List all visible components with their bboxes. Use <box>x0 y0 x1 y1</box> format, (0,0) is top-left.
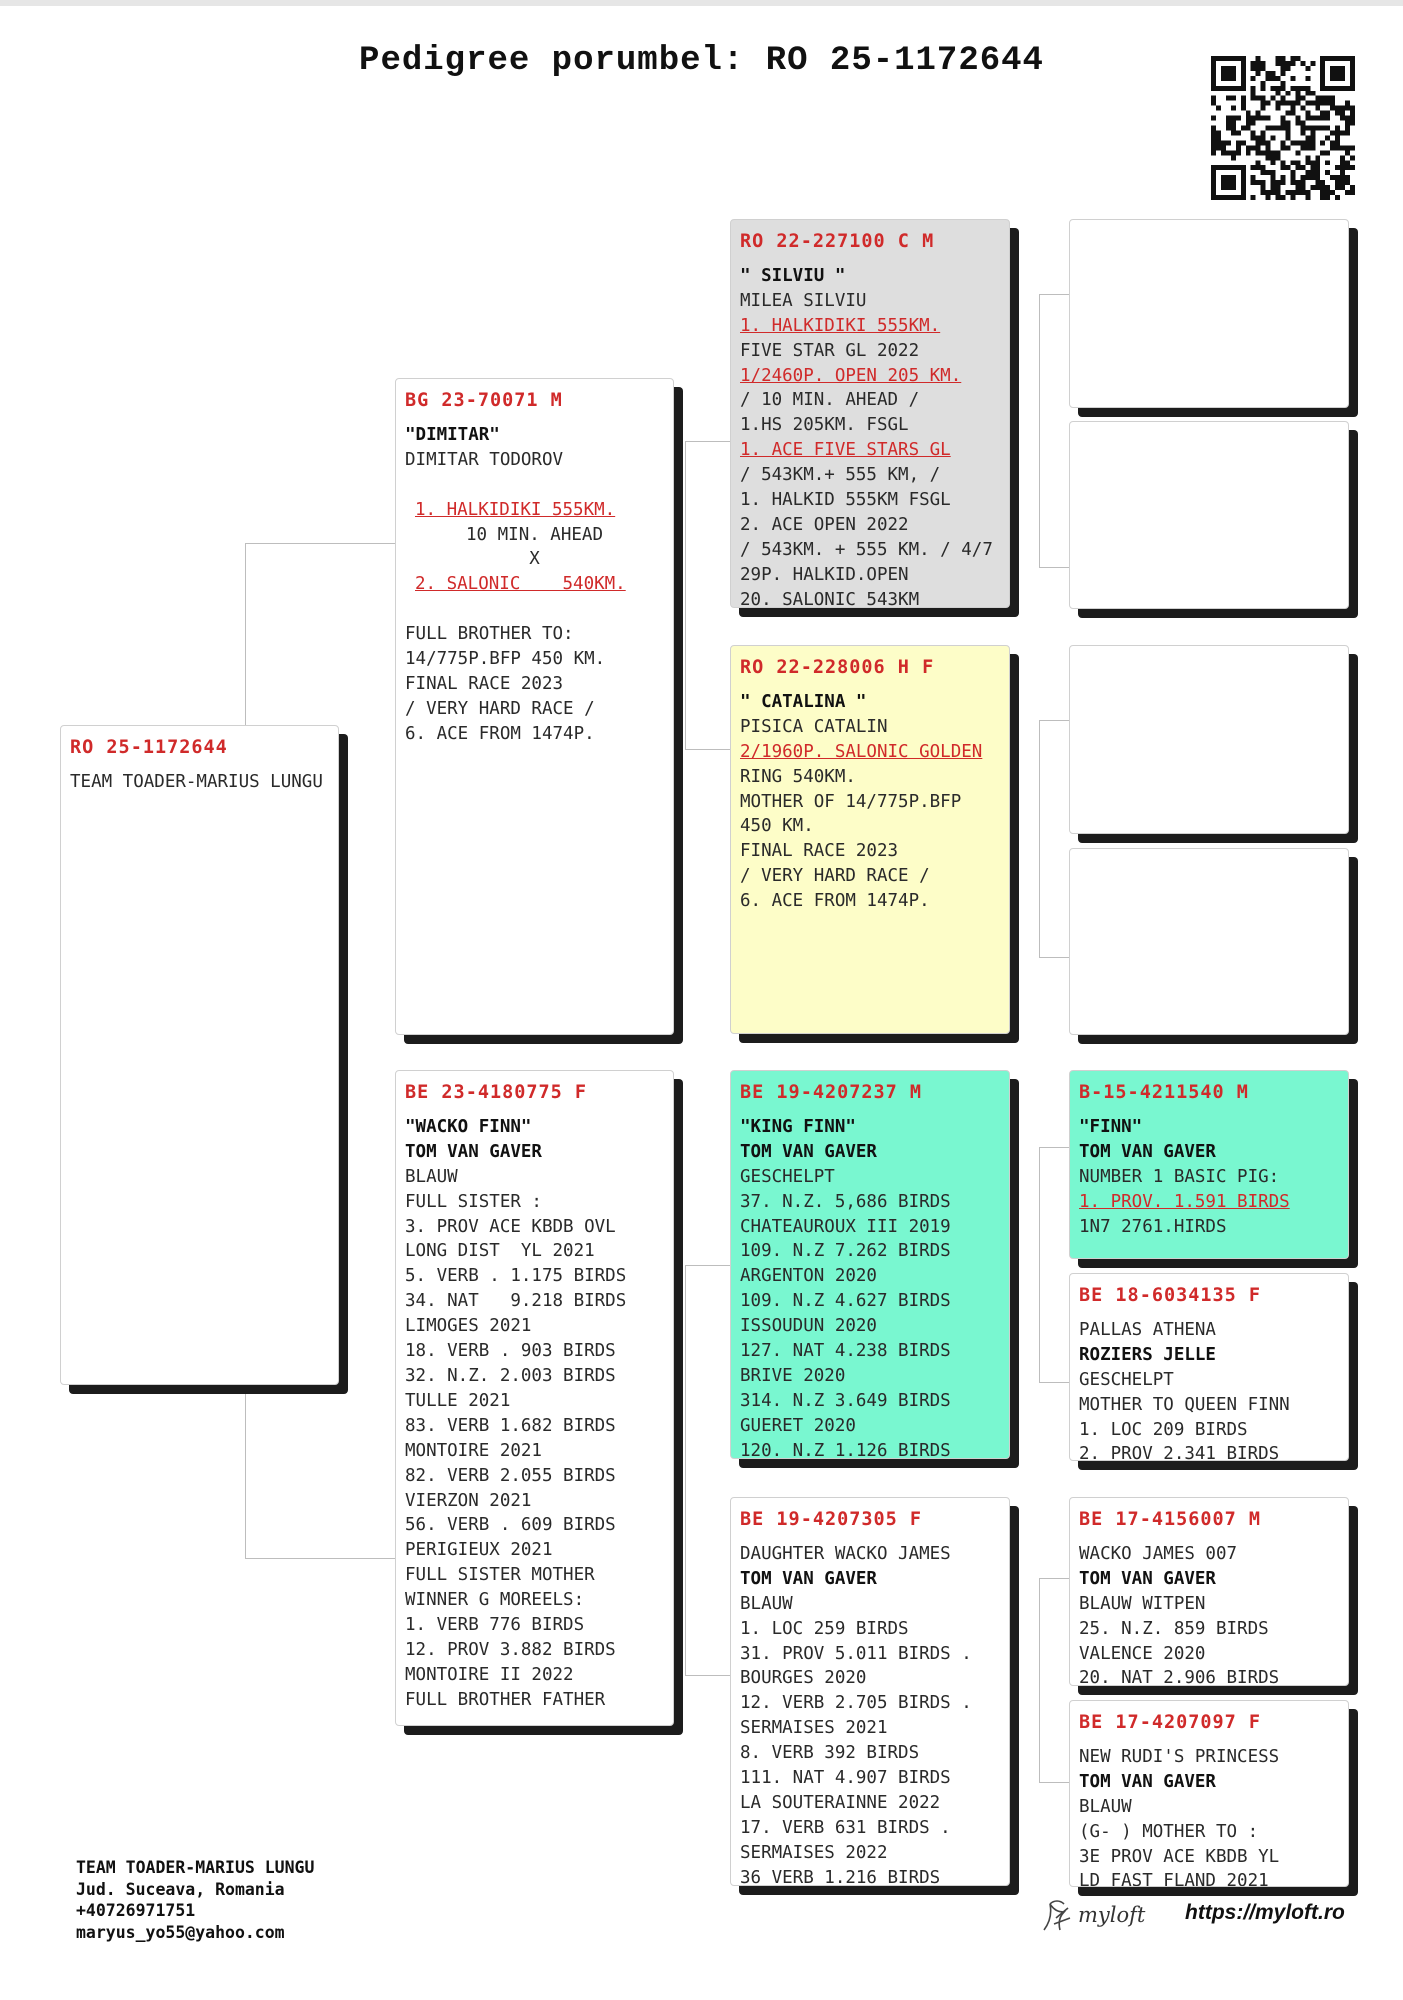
pedigree-line: TOM VAN GAVER <box>405 1141 542 1162</box>
pedigree-line: 6. ACE FROM 1474P. <box>405 723 595 744</box>
pedigree-line: 2/1960P. SALONIC GOLDEN <box>740 741 983 762</box>
pedigree-line: / 10 MIN. AHEAD / <box>740 390 920 411</box>
pedigree-line: DIMITAR TODOROV <box>405 449 564 470</box>
connector-dss <box>1039 1147 1070 1383</box>
pedigree-line: 1.HS 205KM. FSGL <box>740 415 909 436</box>
pedigree-line: GESCHELPT <box>740 1166 835 1187</box>
connector-sss <box>1039 294 1070 568</box>
pedigree-line: X <box>529 549 540 570</box>
pedigree-line: 109. N.Z 4.627 BIRDS <box>740 1291 951 1312</box>
breeder-name: TEAM TOADER-MARIUS LUNGU <box>76 1858 315 1877</box>
pedigree-line: / VERY HARD RACE / <box>405 698 595 719</box>
pigeon-card[interactable] <box>60 725 339 1385</box>
breeder-location: Jud. Suceava, Romania <box>76 1879 285 1899</box>
pedigree-line: 10 MIN. AHEAD <box>466 524 603 545</box>
myloft-logo[interactable] <box>1040 1896 1145 1934</box>
pedigree-line: FINAL RACE 2023 <box>740 841 899 862</box>
ring-number: BE 17-4156007 M <box>1079 1509 1262 1530</box>
connector-sire <box>245 543 396 726</box>
breeder-phone: +40726971751 <box>76 1901 196 1920</box>
connector-sds <box>1039 720 1070 958</box>
sire-sire-card[interactable] <box>730 219 1010 608</box>
pedigree-line: 2. SALONIC 540KM. <box>415 574 626 595</box>
pedigree-line: TOM VAN GAVER <box>1079 1771 1216 1792</box>
pedigree-line: PALLAS ATHENA <box>1079 1319 1216 1340</box>
pedigree-line: 111. NAT 4.907 BIRDS <box>740 1768 951 1789</box>
pedigree-line: BRIVE 2020 <box>740 1365 846 1386</box>
pedigree-line: 1. ACE FIVE STARS GL <box>740 440 951 461</box>
pedigree-line: 5. VERB . 1.175 BIRDS <box>405 1266 627 1287</box>
pedigree-line: WACKO JAMES 007 <box>1079 1543 1238 1564</box>
pedigree-line: 1. LOC 209 BIRDS <box>1079 1419 1248 1440</box>
pedigree-line: ISSOUDUN 2020 <box>740 1316 877 1337</box>
connector-dam <box>245 1388 396 1559</box>
pedigree-line: 1. VERB 776 BIRDS <box>405 1615 585 1636</box>
sire-dam-card[interactable] <box>730 645 1010 1034</box>
pedigree-line: SERMAISES 2021 <box>740 1718 888 1739</box>
dam-dam-sire-card[interactable] <box>1069 1497 1349 1686</box>
pedigree-line: TULLE 2021 <box>405 1390 511 1411</box>
pedigree-line: FINAL RACE 2023 <box>405 673 564 694</box>
ring-number: B-15-4211540 M <box>1079 1082 1249 1103</box>
pedigree-line: MONTOIRE 2021 <box>405 1440 542 1461</box>
pedigree-line: / 543KM.+ 555 KM, / <box>740 465 941 486</box>
connector-dds <box>1039 1578 1070 1783</box>
pedigree-line: 120. N.Z 1.126 BIRDS <box>740 1440 951 1459</box>
pedigree-line: GUERET 2020 <box>740 1415 856 1436</box>
pedigree-line: 314. N.Z 3.649 BIRDS <box>740 1390 951 1411</box>
pedigree-line: "DIMITAR" <box>405 424 500 445</box>
pedigree-line: 20. NAT 2.906 BIRDS <box>1079 1668 1280 1686</box>
sire-sire-sire-card[interactable] <box>1069 219 1349 408</box>
pedigree-line: BOURGES 2020 <box>740 1668 867 1689</box>
pedigree-line: BLAUW <box>405 1166 458 1187</box>
pedigree-line: 83. VERB 1.682 BIRDS <box>405 1415 616 1436</box>
pedigree-line: VALENCE 2020 <box>1079 1643 1206 1664</box>
pedigree-line: WINNER G MOREELS: <box>405 1590 585 1611</box>
qr-code <box>1211 56 1355 200</box>
sire-dam-dam-card[interactable] <box>1069 848 1349 1035</box>
pedigree-line: 25. N.Z. 859 BIRDS <box>1079 1618 1269 1639</box>
pedigree-line: TOM VAN GAVER <box>740 1568 877 1589</box>
website-link[interactable]: https://myloft.ro <box>1185 1901 1345 1924</box>
pedigree-line: FULL BROTHER FATHER <box>405 1689 606 1710</box>
pedigree-line: FIVE STAR GL 2022 <box>740 340 920 361</box>
ring-number: BE 19-4207237 M <box>740 1082 923 1103</box>
pedigree-line: "FINN" <box>1079 1116 1143 1137</box>
pedigree-line: BLAUW WITPEN <box>1079 1593 1206 1614</box>
connector-sd <box>685 631 731 750</box>
pedigree-line: LONG DIST YL 2021 <box>405 1241 595 1262</box>
pedigree-line: PERIGIEUX 2021 <box>405 1540 553 1561</box>
sire-sire-dam-card[interactable] <box>1069 421 1349 609</box>
pedigree-line: 17. VERB 631 BIRDS . <box>740 1817 951 1838</box>
pedigree-line: 12. PROV 3.882 BIRDS <box>405 1639 616 1660</box>
pedigree-line: 1/2460P. OPEN 205 KM. <box>740 365 962 386</box>
pedigree-line: / 543KM. + 555 KM. / 4/7 <box>740 539 993 560</box>
ring-number: RO 25-1172644 <box>70 737 228 758</box>
pedigree-line: SERMAISES 2022 <box>740 1842 888 1863</box>
pedigree-line: MONTOIRE II 2022 <box>405 1664 574 1685</box>
pedigree-line: 127. NAT 4.238 BIRDS <box>740 1341 951 1362</box>
pedigree-line: NUMBER 1 BASIC PIG: <box>1079 1166 1280 1187</box>
ring-number: RO 22-227100 C M <box>740 231 935 252</box>
pedigree-line: 32. N.Z. 2.003 BIRDS <box>405 1365 616 1386</box>
ring-number: BG 23-70071 M <box>405 390 563 411</box>
ring-number: BE 19-4207305 F <box>740 1509 923 1530</box>
breeder-email[interactable]: maryus_yo55@yahoo.com <box>76 1922 285 1942</box>
pedigree-line: (G- ) MOTHER TO : <box>1079 1821 1259 1842</box>
pedigree-line: TOM VAN GAVER <box>1079 1568 1216 1589</box>
pedigree-line: "WACKO FINN" <box>405 1116 532 1137</box>
connector-dd <box>685 1472 731 1676</box>
pedigree-line: 3E PROV ACE KBDB YL <box>1079 1846 1280 1867</box>
pedigree-line: 37. N.Z. 5,686 BIRDS <box>740 1191 951 1212</box>
pedigree-line: BLAUW <box>1079 1796 1132 1817</box>
pedigree-line: LA SOUTERAINNE 2022 <box>740 1792 941 1813</box>
pedigree-line: 34. NAT 9.218 BIRDS <box>405 1291 627 1312</box>
ring-number: BE 18-6034135 F <box>1079 1285 1262 1306</box>
pedigree-line: 1N7 2761.HIRDS <box>1079 1216 1227 1237</box>
pedigree-line: DAUGHTER WACKO JAMES <box>740 1543 951 1564</box>
pedigree-line: 450 KM. <box>740 816 814 837</box>
ring-number: RO 22-228006 H F <box>740 657 935 678</box>
pedigree-line: " CATALINA " <box>740 691 867 712</box>
pedigree-line: 14/775P.BFP 450 KM. <box>405 649 606 670</box>
logo-text: myloft <box>1078 1903 1146 1927</box>
pedigree-line <box>405 473 664 498</box>
connector-ss <box>685 441 731 632</box>
pedigree-line: TOM VAN GAVER <box>740 1141 877 1162</box>
pedigree-line: RING 540KM. <box>740 766 856 787</box>
ring-number: BE 23-4180775 F <box>405 1082 588 1103</box>
page-title: Pedigree porumbel: RO 25-1172644 <box>359 42 1044 80</box>
pedigree-line <box>405 597 664 622</box>
dam-sire-card[interactable] <box>730 1070 1010 1459</box>
pedigree-line: 56. VERB . 609 BIRDS <box>405 1515 616 1536</box>
ring-number: BE 17-4207097 F <box>1079 1712 1262 1733</box>
dam-dam-dam-card[interactable] <box>1069 1700 1349 1887</box>
pedigree-line: NEW RUDI'S PRINCESS <box>1079 1746 1280 1767</box>
dam-sire-dam-card[interactable] <box>1069 1273 1349 1461</box>
pedigree-line: TEAM TOADER-MARIUS LUNGU <box>70 771 323 792</box>
pedigree-line: 1. HALKIDIKI 555KM. <box>415 499 616 520</box>
dam-dam-card[interactable] <box>730 1497 1010 1886</box>
pedigree-line: 1. LOC 259 BIRDS <box>740 1618 909 1639</box>
dam-sire-sire-card[interactable] <box>1069 1070 1349 1259</box>
pedigree-line: 3. PROV ACE KBDB OVL <box>405 1216 616 1237</box>
pedigree-line: FULL BROTHER TO: <box>405 624 574 645</box>
pedigree-line: / VERY HARD RACE / <box>740 866 930 887</box>
pedigree-line: FULL SISTER MOTHER <box>405 1565 595 1586</box>
pedigree-line: 2. ACE OPEN 2022 <box>740 514 909 535</box>
pedigree-line: ARGENTON 2020 <box>740 1266 877 1287</box>
pedigree-line: 1. HALKIDIKI 555KM. <box>740 315 941 336</box>
pedigree-line: 31. PROV 5.011 BIRDS . <box>740 1643 972 1664</box>
pedigree-line: "KING FINN" <box>740 1116 856 1137</box>
pedigree-line: MILEA SILVIU <box>740 290 867 311</box>
pedigree-line: MOTHER TO QUEEN FINN <box>1079 1394 1290 1415</box>
pedigree-line: 29P. HALKID.OPEN <box>740 564 909 585</box>
connector-ds <box>685 1265 731 1473</box>
pigeon-icon <box>1040 1896 1074 1934</box>
sire-dam-sire-card[interactable] <box>1069 645 1349 834</box>
pedigree-line: 20. SALONIC 543KM <box>740 589 920 608</box>
pedigree-line: TOM VAN GAVER <box>1079 1141 1216 1162</box>
pedigree-line: " SILVIU " <box>740 265 846 286</box>
pedigree-line: ROZIERS JELLE <box>1079 1344 1216 1365</box>
dam-card[interactable] <box>395 1070 674 1726</box>
pedigree-line: 12. VERB 2.705 BIRDS . <box>740 1693 972 1714</box>
pedigree-line: 8. VERB 392 BIRDS <box>740 1743 920 1764</box>
breeder-contact <box>76 1857 314 1943</box>
pedigree-line: GESCHELPT <box>1079 1369 1174 1390</box>
pedigree-line: LIMOGES 2021 <box>405 1316 532 1337</box>
pedigree-line: 36 VERB 1.216 BIRDS <box>740 1867 941 1886</box>
pedigree-line: MOTHER OF 14/775P.BFP <box>740 791 962 812</box>
sire-card[interactable] <box>395 378 674 1035</box>
top-divider <box>0 0 1403 6</box>
pedigree-line: BLAUW <box>740 1593 793 1614</box>
pedigree-line: 109. N.Z 7.262 BIRDS <box>740 1241 951 1262</box>
pedigree-line: PISICA CATALIN <box>740 716 888 737</box>
pedigree-line: 6. ACE FROM 1474P. <box>740 891 930 912</box>
pedigree-line: 2. PROV 2.341 BIRDS <box>1079 1444 1280 1461</box>
pedigree-line: 1. HALKID 555KM FSGL <box>740 490 951 511</box>
pedigree-line: 18. VERB . 903 BIRDS <box>405 1341 616 1362</box>
pedigree-line: LD FAST FLAND 2021 <box>1079 1871 1269 1887</box>
pedigree-line: 82. VERB 2.055 BIRDS <box>405 1465 616 1486</box>
pedigree-line: VIERZON 2021 <box>405 1490 532 1511</box>
pedigree-line: CHATEAUROUX III 2019 <box>740 1216 951 1237</box>
pedigree-line: 1. PROV. 1.591 BIRDS <box>1079 1191 1290 1212</box>
pedigree-line: FULL SISTER : <box>405 1191 542 1212</box>
